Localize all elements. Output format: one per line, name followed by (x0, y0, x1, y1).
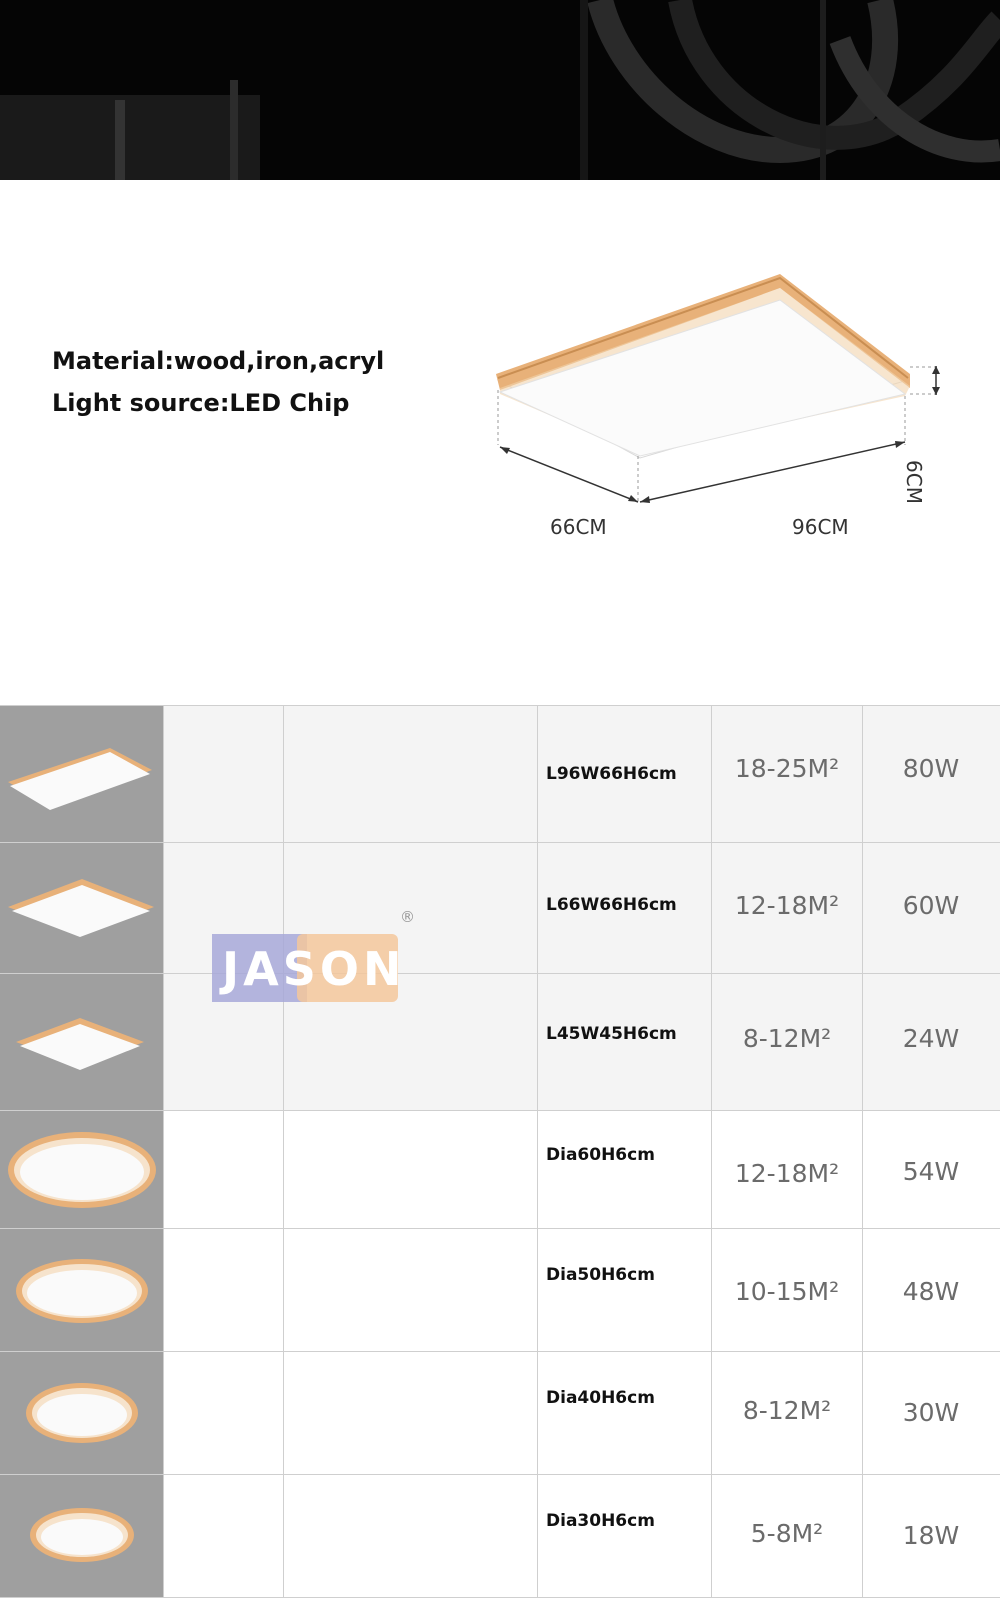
product-specs (52, 340, 384, 424)
power-cell: 24W (902, 1024, 960, 1053)
lamp-dimension-drawing (470, 270, 990, 570)
size-cell: Dia60H6cm (546, 1145, 655, 1165)
table-row (0, 1229, 1000, 1352)
area-cell: 5-8M² (750, 1519, 824, 1548)
banner-decoration (0, 0, 1000, 180)
dimension-diagram (470, 270, 990, 570)
area-cell: 8-12M² (742, 1396, 832, 1425)
product-thumbnail (0, 843, 164, 973)
power-cell: 60W (902, 891, 960, 920)
size-cell: Dia30H6cm (546, 1511, 655, 1531)
product-thumbnail (0, 974, 164, 1110)
table-row (0, 706, 1000, 843)
size-cell: Dia40H6cm (546, 1388, 655, 1408)
table-row (0, 1352, 1000, 1475)
size-cell: Dia50H6cm (546, 1265, 655, 1285)
area-cell: 18-25M² (734, 754, 840, 783)
registered-mark: ® (400, 908, 415, 926)
size-cell: L66W66H6cm (546, 895, 677, 915)
product-thumbnail (0, 1229, 164, 1351)
power-cell: 80W (902, 754, 960, 783)
product-thumbnail (0, 706, 164, 842)
length-dimension-label: 96CM (792, 515, 849, 539)
product-thumbnail (0, 1475, 164, 1597)
product-thumbnail (0, 1111, 164, 1228)
table-row (0, 843, 1000, 974)
material-text: Material:wood,iron,acryl (52, 347, 385, 375)
size-cell: L96W66H6cm (546, 764, 677, 784)
area-cell: 10-15M² (734, 1277, 840, 1306)
table-row (0, 974, 1000, 1111)
power-cell: 18W (902, 1521, 960, 1550)
logo-text: JASON (222, 942, 406, 996)
table-row (0, 1475, 1000, 1598)
hero-banner-image (0, 0, 1000, 180)
size-cell: L45W45H6cm (546, 1024, 677, 1044)
area-cell: 8-12M² (742, 1024, 832, 1053)
light-source-text: Light source:LED Chip (52, 389, 350, 417)
product-thumbnail (0, 1352, 164, 1474)
power-cell: 30W (902, 1398, 960, 1427)
brand-watermark-logo (212, 934, 406, 1002)
width-dimension-label: 66CM (550, 515, 607, 539)
area-cell: 12-18M² (734, 891, 840, 920)
area-cell: 12-18M² (734, 1159, 840, 1188)
power-cell: 54W (902, 1157, 960, 1186)
table-row (0, 1111, 1000, 1229)
product-size-table (0, 705, 1000, 1604)
power-cell: 48W (902, 1277, 960, 1306)
height-dimension-label: 6CM (902, 460, 926, 504)
